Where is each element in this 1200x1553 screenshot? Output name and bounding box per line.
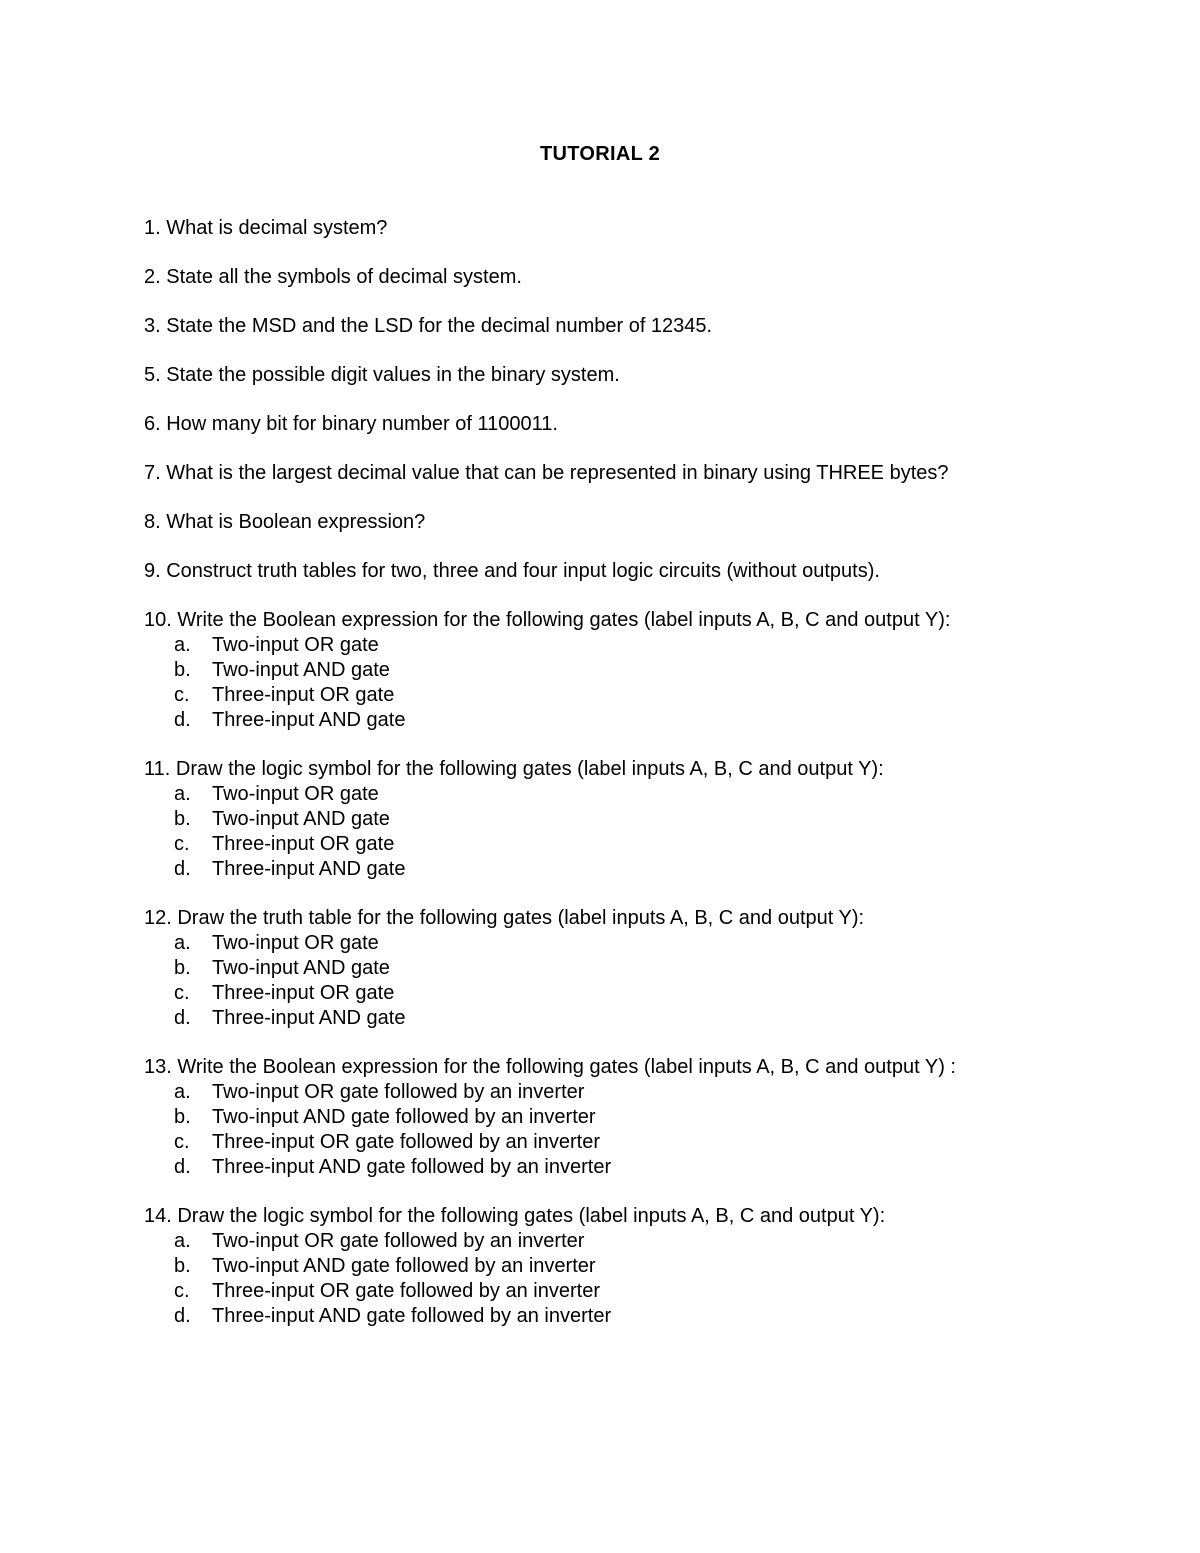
question-item	[144, 608, 1164, 733]
sub-question-list	[144, 1229, 1164, 1329]
sub-question-letter: c.	[174, 1131, 190, 1153]
sub-question-item	[144, 1229, 1164, 1254]
sub-question-item	[144, 1080, 1164, 1105]
sub-question-text: Two-input AND gate followed by an inverter	[212, 1106, 596, 1128]
sub-question-text: Three-input AND gate followed by an inverter	[212, 1156, 612, 1178]
question-item	[144, 363, 1164, 388]
question-text: 8. What is Boolean expression?	[144, 511, 426, 533]
sub-question-letter: c.	[174, 1280, 190, 1302]
sub-question-list	[144, 931, 1164, 1031]
sub-question-letter: b.	[174, 808, 191, 830]
question-item	[144, 559, 1164, 584]
sub-question-text: Three-input OR gate	[212, 833, 395, 855]
sub-question-letter: a.	[174, 783, 191, 805]
sub-question-text: Two-input AND gate	[212, 659, 390, 681]
sub-question-text: Three-input OR gate followed by an inverter	[212, 1131, 600, 1153]
question-text: 5. State the possible digit values in the binary system.	[144, 364, 620, 386]
sub-question-text: Three-input OR gate	[212, 684, 395, 706]
question-text: 12. Draw the truth table for the following gates (label inputs A, B, C and output Y):	[144, 907, 865, 929]
sub-question-item	[144, 931, 1164, 956]
sub-question-letter: d.	[174, 1007, 191, 1029]
question-text: 10. Write the Boolean expression for the following gates (label inputs A, B, C and output Y):	[144, 609, 951, 631]
question-item	[144, 1055, 1164, 1180]
sub-question-text: Two-input OR gate	[212, 634, 379, 656]
sub-question-letter: b.	[174, 659, 191, 681]
question-item	[144, 757, 1164, 882]
sub-question-item	[144, 807, 1164, 832]
question-text: 1. What is decimal system?	[144, 217, 388, 239]
sub-question-item	[144, 1279, 1164, 1304]
sub-question-item	[144, 633, 1164, 658]
sub-question-list	[144, 633, 1164, 733]
sub-question-letter: d.	[174, 858, 191, 880]
sub-question-text: Three-input AND gate	[212, 709, 406, 731]
sub-question-item	[144, 832, 1164, 857]
sub-question-item	[144, 1304, 1164, 1329]
sub-question-letter: b.	[174, 957, 191, 979]
sub-question-letter: a.	[174, 1081, 191, 1103]
sub-question-text: Three-input AND gate followed by an inverter	[212, 1305, 612, 1327]
page-title: TUTORIAL 2	[539, 143, 661, 165]
question-text: 3. State the MSD and the LSD for the decimal number of 12345.	[144, 315, 713, 337]
sub-question-letter: a.	[174, 1230, 191, 1252]
sub-question-letter: c.	[174, 982, 190, 1004]
sub-question-text: Three-input OR gate	[212, 982, 395, 1004]
question-item	[144, 265, 1164, 290]
question-text: 9. Construct truth tables for two, three and four input logic circuits (without outputs).	[144, 560, 880, 582]
sub-question-letter: b.	[174, 1106, 191, 1128]
sub-question-letter: a.	[174, 634, 191, 656]
sub-question-letter: d.	[174, 1305, 191, 1327]
sub-question-text: Two-input OR gate followed by an inverter	[212, 1081, 585, 1103]
sub-question-text: Two-input OR gate followed by an inverter	[212, 1230, 585, 1252]
question-item	[144, 510, 1164, 535]
sub-question-item	[144, 981, 1164, 1006]
sub-question-item	[144, 658, 1164, 683]
sub-question-item	[144, 1130, 1164, 1155]
sub-question-letter: c.	[174, 833, 190, 855]
sub-question-text: Two-input AND gate	[212, 957, 390, 979]
sub-question-text: Three-input AND gate	[212, 858, 406, 880]
sub-question-item	[144, 708, 1164, 733]
question-text: 13. Write the Boolean expression for the following gates (label inputs A, B, C and output Y) :	[144, 1056, 956, 1078]
question-item	[144, 314, 1164, 339]
question-text: 7. What is the largest decimal value that can be represented in binary using THREE bytes?	[144, 462, 949, 484]
sub-question-letter: c.	[174, 684, 190, 706]
sub-question-text: Three-input AND gate	[212, 1007, 406, 1029]
sub-question-text: Three-input OR gate followed by an inverter	[212, 1280, 600, 1302]
question-item	[144, 412, 1164, 437]
question-text: 11. Draw the logic symbol for the following gates (label inputs A, B, C and output Y):	[144, 758, 884, 780]
sub-question-text: Two-input OR gate	[212, 783, 379, 805]
question-text: 14. Draw the logic symbol for the following gates (label inputs A, B, C and output Y):	[144, 1205, 886, 1227]
question-item	[144, 216, 1164, 241]
sub-question-item	[144, 1006, 1164, 1031]
sub-question-item	[144, 857, 1164, 882]
question-item	[144, 461, 1164, 486]
sub-question-item	[144, 782, 1164, 807]
sub-question-item	[144, 956, 1164, 981]
question-item	[144, 1204, 1164, 1329]
sub-question-letter: a.	[174, 932, 191, 954]
sub-question-text: Two-input AND gate followed by an inverter	[212, 1255, 596, 1277]
sub-question-letter: d.	[174, 1156, 191, 1178]
sub-question-item	[144, 683, 1164, 708]
sub-question-item	[144, 1254, 1164, 1279]
question-text: 2. State all the symbols of decimal system.	[144, 266, 522, 288]
sub-question-item	[144, 1105, 1164, 1130]
sub-question-list	[144, 1080, 1164, 1180]
sub-question-letter: b.	[174, 1255, 191, 1277]
sub-question-text: Two-input OR gate	[212, 932, 379, 954]
question-text: 6. How many bit for binary number of 1100011.	[144, 413, 558, 435]
question-item	[144, 906, 1164, 1031]
sub-question-list	[144, 782, 1164, 882]
question-list	[144, 216, 1164, 1329]
sub-question-letter: d.	[174, 709, 191, 731]
sub-question-text: Two-input AND gate	[212, 808, 390, 830]
sub-question-item	[144, 1155, 1164, 1180]
